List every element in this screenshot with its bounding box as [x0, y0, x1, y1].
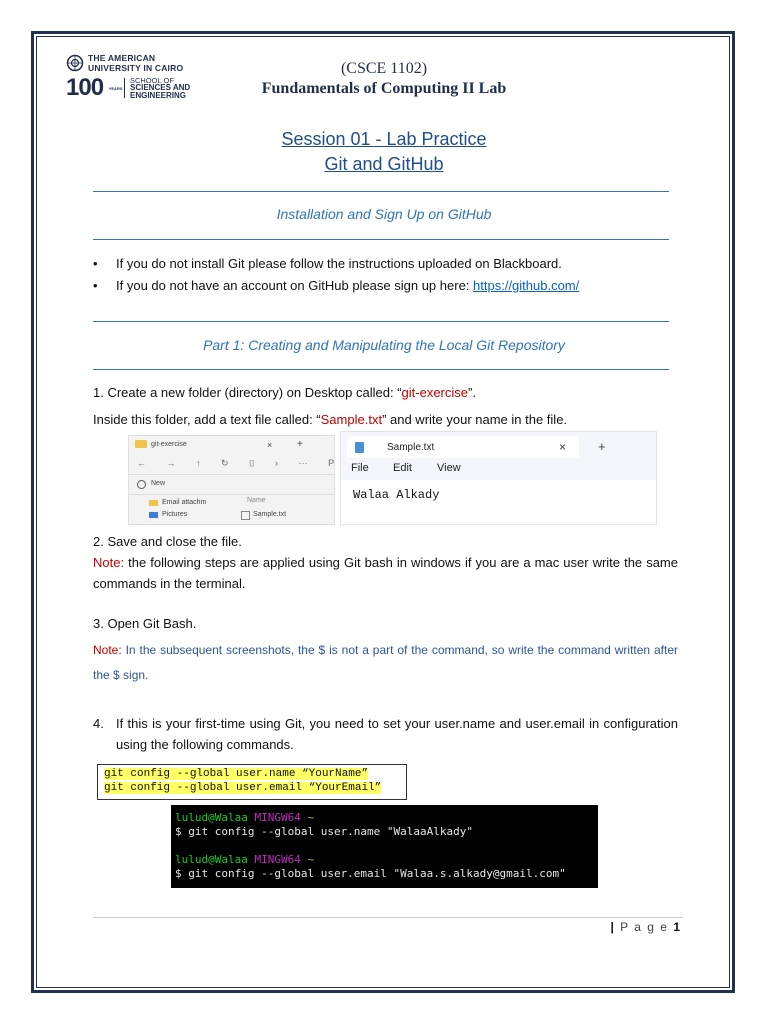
section-heading-part1: Part 1: Creating and Manipulating the Local Git Repository	[203, 337, 565, 353]
step-1-prefix: 1. Create a new folder (directory) on Desktop called: “	[93, 385, 402, 400]
forward-icon: →	[166, 458, 176, 468]
list-item	[93, 275, 683, 297]
terminal-command: $ git config --global user.name "WalaaAlkady"	[175, 825, 474, 838]
notepad-tab	[347, 436, 579, 458]
new-icon	[137, 480, 146, 489]
up-icon: ↑	[196, 458, 201, 468]
terminal-command: $ git config --global user.email "Walaa.s.alkady@gmail.com"	[175, 867, 566, 880]
note-text: In the subsequent screenshots, the $ is not a part of the command, so write the command written after the $ sign.	[93, 643, 678, 682]
terminal-path: ~	[307, 853, 315, 866]
github-link[interactable]: https://github.com/	[473, 278, 580, 293]
menu-edit: Edit	[393, 462, 412, 474]
page-number: 1	[673, 920, 680, 934]
course-code: (CSCE 1102)	[340, 60, 428, 77]
page-label: P a g e	[620, 920, 669, 934]
folder-icon	[135, 440, 147, 448]
logo-years-text: YEARS	[108, 86, 123, 92]
refresh-icon: ↻	[221, 458, 229, 468]
sidebar-item-pictures: Pictures	[162, 511, 188, 518]
close-icon: ×	[267, 440, 273, 450]
toolbar-divider	[129, 494, 334, 495]
inside-folder-instruction	[93, 409, 678, 430]
notepad-screenshot	[340, 431, 657, 525]
note-label: Note:	[93, 555, 125, 570]
view-icon: ⌷	[249, 458, 255, 468]
bullet-glyph: •	[93, 256, 98, 271]
code-line-text: git config --global user.name “YourName”	[104, 768, 369, 780]
bullet-text: If you do not install Git please follow the instructions uploaded on Blackboard.	[116, 256, 562, 271]
terminal-user: lulud@Walaa	[175, 853, 248, 866]
footer-rule	[93, 917, 683, 918]
code-block	[97, 764, 407, 800]
course-name: Fundamentals of Computing II Lab	[261, 80, 507, 97]
terminal-env: MINGW64	[254, 811, 301, 824]
folder-name: git-exercise	[401, 385, 468, 400]
explorer-tab-title: git-exercise	[151, 441, 187, 448]
menu-file: File	[351, 462, 369, 474]
file-explorer-screenshot	[128, 435, 335, 525]
bullet-text: If you do not have an account on GitHub please sign up here:	[116, 278, 474, 293]
terminal-prompt	[175, 811, 594, 825]
note-label: Note:	[93, 643, 122, 657]
step-4	[93, 713, 678, 755]
step-2: 2. Save and close the file.	[93, 534, 242, 549]
session-title: Session 01 - Lab Practice	[281, 129, 487, 149]
new-button: New	[151, 480, 166, 487]
chevron-right-icon: ›	[275, 458, 279, 468]
pictures-icon	[149, 512, 158, 518]
note-text: the following steps are applied using Git bash in windows if you are a mac user write the same commands in the terminal.	[93, 555, 678, 591]
step-1	[93, 382, 678, 403]
section-rule-top	[93, 191, 669, 192]
file-name: Sample.txt	[320, 412, 383, 427]
code-line	[104, 781, 400, 795]
note-dollar-sign	[93, 638, 678, 688]
step-4-text: If this is your first-time using Git, you need to set your user.name and user.email in configuration using the following commands.	[116, 716, 678, 752]
section-rule-bottom	[93, 239, 669, 240]
notepad-content: Walaa Alkady	[353, 488, 440, 502]
path-text: P	[328, 458, 335, 468]
terminal-screenshot	[171, 805, 598, 888]
toolbar-divider	[129, 474, 334, 475]
note-git-bash	[93, 552, 678, 594]
menu-view: View	[437, 462, 461, 474]
logo-100-text: 100	[66, 74, 104, 101]
logo-line-2: UNIVERSITY IN CAIRO	[88, 63, 184, 73]
bullet-glyph: •	[93, 278, 98, 293]
logo-school-3: ENGINEERING	[130, 91, 187, 100]
more-icon: ···	[298, 458, 308, 468]
logo-line-1: THE AMERICAN	[88, 53, 156, 63]
folder-icon	[149, 500, 158, 506]
page-footer	[0, 920, 680, 934]
back-icon: ←	[137, 458, 146, 468]
notepad-icon	[355, 442, 364, 453]
terminal-user: lulud@Walaa	[175, 811, 248, 824]
step-3: 3. Open Git Bash.	[93, 616, 197, 631]
list-item	[93, 253, 683, 275]
column-header-name: Name	[247, 497, 266, 504]
code-line-text: git config --global user.email “YourEmail”	[104, 782, 382, 794]
text-file-icon	[241, 511, 250, 520]
nav-toolbar	[137, 458, 334, 469]
logo-school-1: SCHOOL OF	[130, 76, 174, 85]
section-rule-bottom	[93, 369, 669, 370]
step-4-number: 4.	[93, 716, 104, 731]
notepad-editor	[341, 480, 656, 524]
add-tab-icon: +	[297, 439, 303, 450]
terminal-spacer	[175, 839, 594, 853]
notepad-tab-title: Sample.txt	[387, 442, 435, 453]
bullet-list	[93, 253, 683, 297]
terminal-env: MINGW64	[254, 853, 301, 866]
footer-separator: |	[610, 920, 616, 934]
add-tab-icon: +	[598, 439, 606, 454]
file-list-item: Sample.txt	[253, 511, 287, 518]
step-1-suffix: ”.	[468, 385, 476, 400]
close-icon: ×	[559, 440, 567, 454]
terminal-prompt	[175, 853, 594, 867]
logo-school-2: SCIENCES AND	[130, 83, 191, 92]
code-line	[104, 767, 400, 781]
sidebar-item-email: Email attachm	[162, 499, 207, 506]
inside-suffix: ” and write your name in the file.	[382, 412, 568, 427]
terminal-path: ~	[307, 811, 315, 824]
section-heading-installation: Installation and Sign Up on GitHub	[276, 206, 492, 222]
section-rule-top	[93, 321, 669, 322]
inside-prefix: Inside this folder, add a text file called: “	[93, 412, 321, 427]
session-subtitle: Git and GitHub	[324, 154, 444, 174]
